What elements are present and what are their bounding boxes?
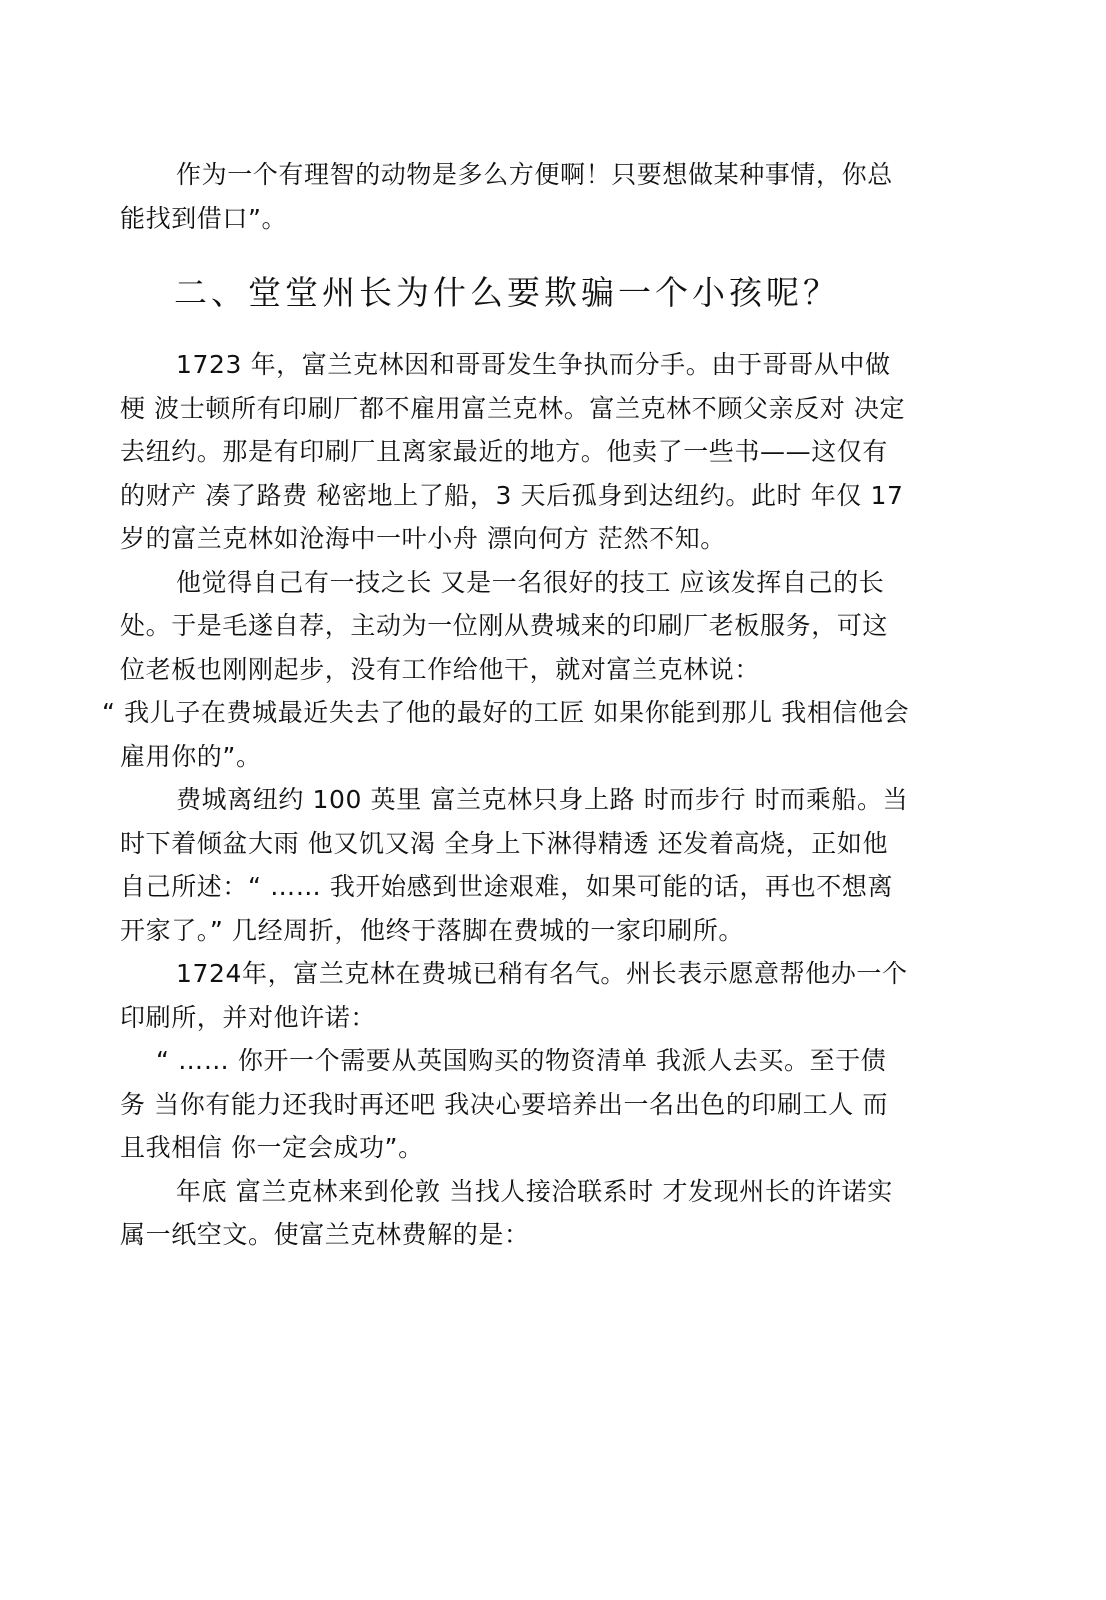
section-heading: 二、堂堂州长为什么要欺骗一个小孩呢？: [174, 273, 840, 312]
body-text: [102, 343, 910, 1257]
paragraph-london: 年底 富兰克林来到伦敦 当找人接洽联系时 才发现州长的许诺实属一纸空文。使富兰克林费解的是：: [120, 1176, 893, 1249]
paragraph-1723: 1723 年，富兰克林因和哥哥发生争执而分手。由于哥哥从中做梗 波士顿所有印刷厂都不雇用富兰克林。富兰克林不顾父亲反对 决定去纽约。那是有印刷厂且离家最近的地方。他卖了一些书——这仅有的财产 凑了路费 秘密地上了船，3 天后孤身到达纽约。此时 年仅 17 岁的富兰克林如沧海中一叶小舟 漂向何方 茫然不知。: [120, 350, 906, 553]
paragraph-quote-governor: “ …… 你开一个需要从英国购买的物资清单 我派人去买。至于债务 当你有能力还我时再还吧 我决心要培养出一名出色的印刷工人 而且我相信 你一定会成功”。: [120, 1046, 889, 1162]
paragraph-1724: 1724年，富兰克林在费城已稍有名气。州长表示愿意帮他办一个印刷所，并对他许诺：: [120, 959, 908, 1032]
paragraph-skill: 他觉得自己有一技之长 又是一名很好的技工 应该发挥自己的长处。于是毛遂自荐，主动为一位刚从费城来的印刷厂老板服务，可这位老板也刚刚起步，没有工作给他干，就对富兰克林说：: [120, 567, 889, 684]
paragraph-quote-son: “ 我儿子在费城最近失去了他的最好的工匠 如果你能到那儿 我相信他会雇用你的”。: [102, 698, 910, 771]
paragraph-journey: 费城离纽约 100 英里 富兰克林只身上路 时而步行 时而乘船。当时下着倾盆大雨 他又饥又渴 全身上下淋得精透 还发着高烧，正如他自己所述：“ …… 我开始感到世途艰难，如果可能的话，再也不想离开家了。” 几经周折，他终于落脚在费城的一家印刷所。: [120, 785, 909, 945]
intro-paragraph: 作为一个有理智的动物是多么方便啊！只要想做某种事情，你总能找到借口”。: [120, 160, 893, 233]
intro-block: [120, 153, 910, 240]
